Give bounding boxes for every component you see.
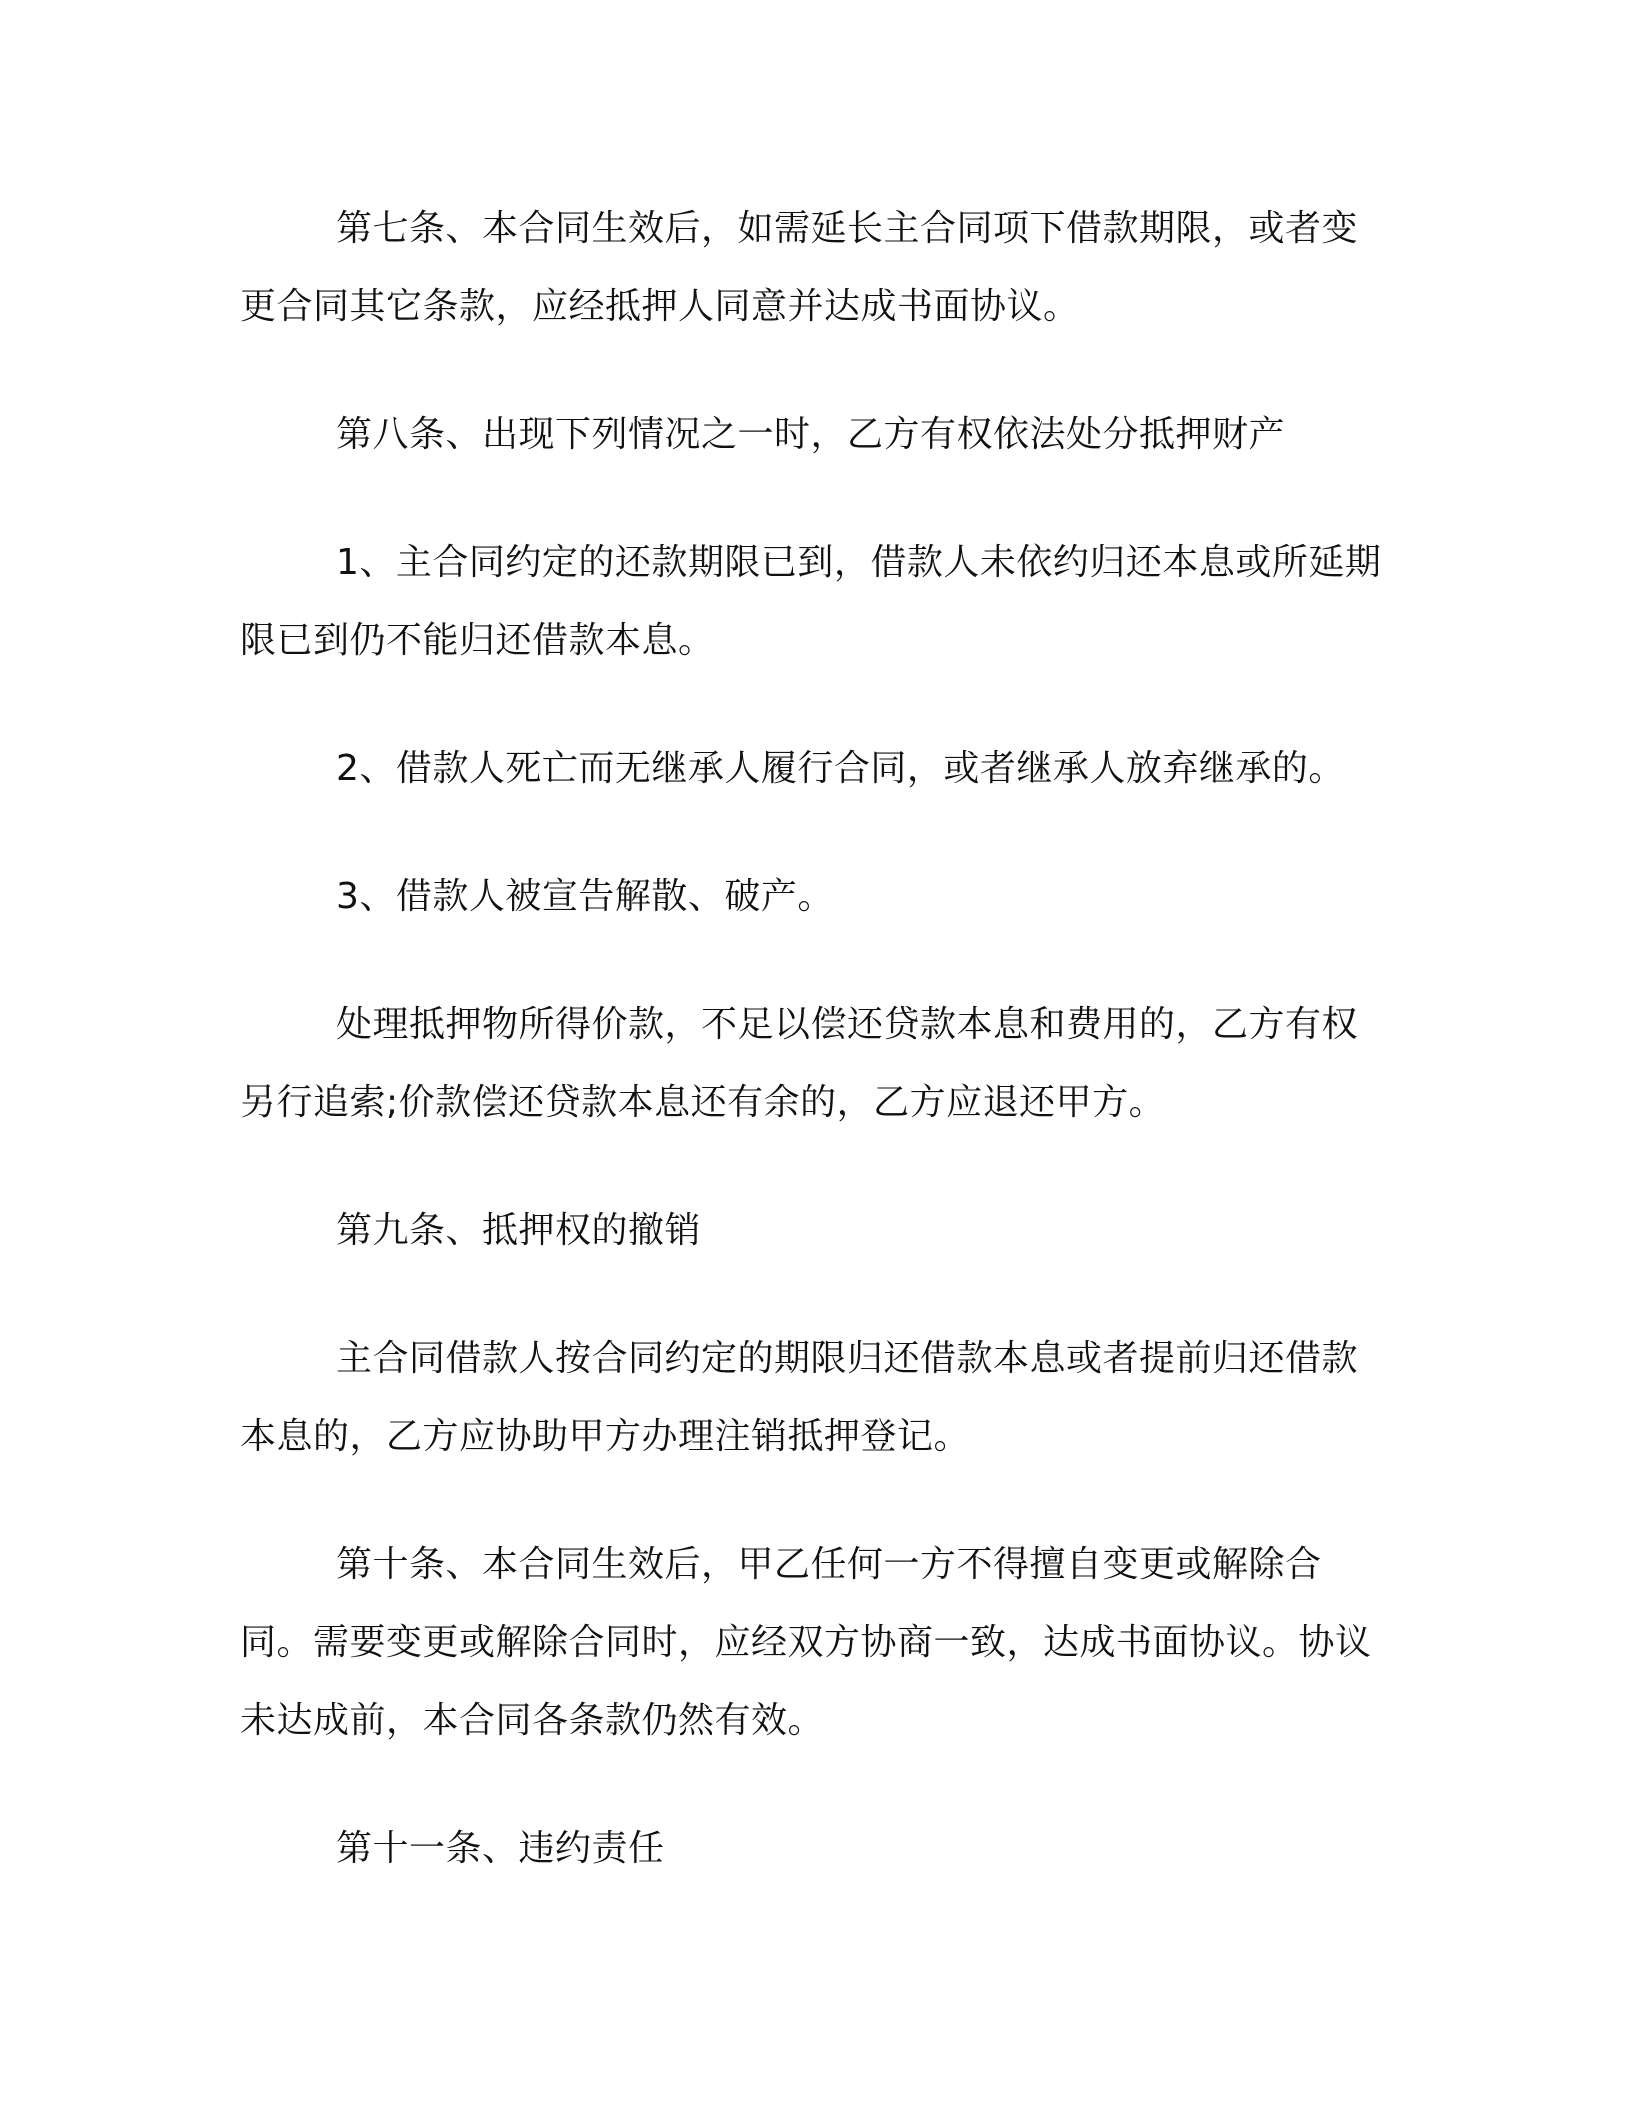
article-9-heading: 第九条、抵押权的撤销 [336,1210,702,1251]
article-8-item-1: 1、主合同约定的还款期限已到，借款人未依约归还本息或所延期限已到仍不能归还借款本息。 [240,542,1382,661]
article-9-paragraph: 主合同借款人按合同约定的期限归还借款本息或者提前归还借款本息的，乙方应协助甲方办理注销抵押登记。 [240,1338,1359,1457]
disposal-proceeds-paragraph: 处理抵押物所得价款，不足以偿还贷款本息和费用的，乙方有权另行追索;价款偿还贷款本息还有余的，乙方应退还甲方。 [240,1004,1359,1123]
article-10-paragraph: 第十条、本合同生效后，甲乙任何一方不得擅自变更或解除合同。需要变更或解除合同时，应经双方协商一致，达成书面协议。协议未达成前，本合同各条款仍然有效。 [240,1544,1372,1741]
article-8-item-3: 3、借款人被宣告解散、破产。 [336,876,834,917]
article-7-paragraph: 第七条、本合同生效后，如需延长主合同项下借款期限，或者变更合同其它条款，应经抵押人同意并达成书面协议。 [240,208,1359,327]
article-11-heading: 第十一条、违约责任 [336,1828,665,1869]
article-8-heading: 第八条、出现下列情况之一时，乙方有权依法处分抵押财产 [336,414,1286,455]
article-8-item-2: 2、借款人死亡而无继承人履行合同，或者继承人放弃继承的。 [336,748,1345,789]
document-body [240,190,1390,1938]
